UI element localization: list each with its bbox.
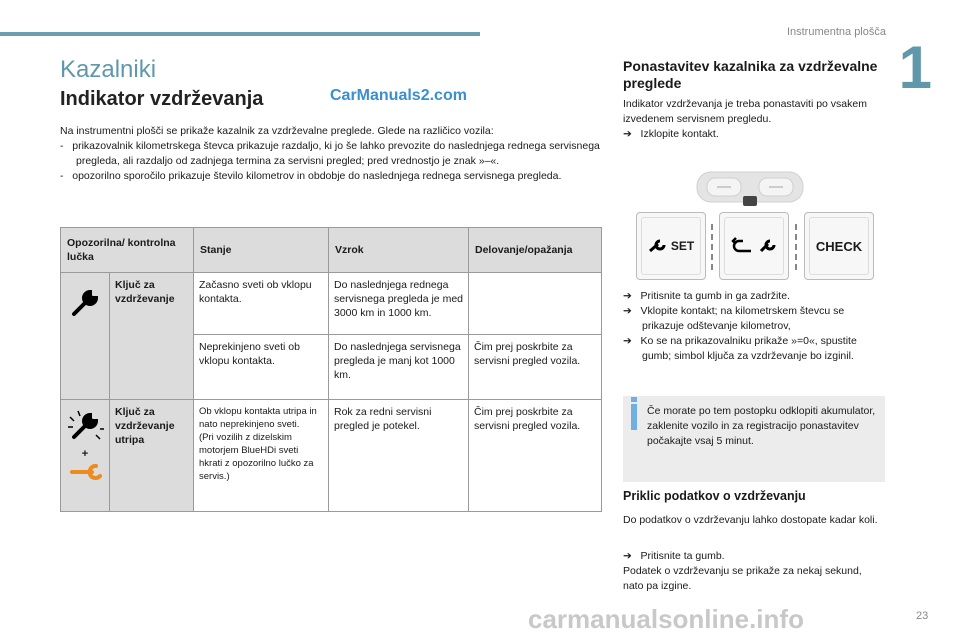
instrument-panel-illustration: [695, 168, 805, 210]
maintenance-table: [60, 227, 602, 512]
info-icon: [631, 404, 637, 430]
reset-button[interactable]: [719, 212, 789, 280]
reset-step: ➔ Izklopite kontakt.: [623, 128, 719, 140]
state-cell: Začasno sveti ob vklopu kontakta.: [194, 273, 329, 335]
reset-button-face: [724, 217, 784, 275]
intro-lead: Na instrumentni plošči se prikaže kazalnik za vzdrževalne preglede. Glede na različico vozila:: [60, 125, 494, 137]
set-label: SET: [670, 239, 695, 253]
reset-step: ➔ Ko se na prikazovalniku prikaže »=0«, spustite gumb; simbol ključa za vzdrževanje bo izginil.: [623, 335, 857, 362]
flashing-wrench-icon: [66, 409, 104, 445]
check-button[interactable]: [804, 212, 874, 280]
data-text-2: Podatek o vzdrževanju se prikaže za nekaj sekund, nato pa izgine.: [623, 565, 862, 592]
watermark: CarManuals2.com: [330, 87, 467, 104]
chapter-number: 1: [898, 34, 932, 101]
table-header-row: [61, 228, 602, 273]
data-step: ➔ Pritisnite ta gumb.: [623, 550, 725, 562]
info-text: Če morate po tem postopku odklopiti akumulator, zaklenite vozilo in za registracijo ponastavitev počakajte vsaj 5 minut.: [647, 405, 876, 447]
lamp-label: Ključ za vzdrževanje utripa: [110, 400, 194, 512]
lamp-label: Ključ za vzdrževanje: [110, 273, 194, 400]
section-title: Instrumentna plošča: [786, 26, 886, 38]
intro-text: [60, 124, 605, 184]
column-header: Opozorilna/ kontrolna lučka: [61, 228, 194, 273]
cause-cell: Do naslednjega servisnega pregleda je manj kot 1000 km.: [329, 335, 469, 400]
plus-sign: +: [81, 448, 89, 460]
set-button-face: [641, 217, 701, 275]
reset-heading: Ponastavitev kazalnika za vzdrževalne preglede: [623, 58, 878, 91]
wrench-icon: [648, 239, 668, 253]
footer-watermark: carmanualsonline.info: [528, 604, 804, 634]
reset-text: Indikator vzdrževanja je treba ponastaviti po vsakem izvedenem servisnem pregledu.: [623, 98, 867, 125]
separator: [711, 224, 713, 270]
orange-wrench-icon: [68, 464, 102, 480]
state-cell: Ob vklopu kontakta utripa in nato neprekinjeno sveti. (Pri vozilih z dizelskim motorjem BlueHDi sveti hkrati z opozorilno lučko za servis.): [194, 400, 329, 512]
icon-cell: [61, 400, 110, 512]
wrench-icon: [759, 239, 777, 253]
column-header: Delovanje/opažanja: [469, 228, 602, 273]
check-label: CHECK: [809, 217, 869, 275]
column-header: Vzrok: [329, 228, 469, 273]
set-button[interactable]: [636, 212, 706, 280]
data-heading: Priklic podatkov o vzdrževanju: [623, 489, 806, 503]
action-cell: [469, 273, 602, 335]
icon-cell: [61, 273, 110, 400]
cause-cell: Do naslednjega rednega servisnega pregleda je med 3000 km in 1000 km.: [329, 273, 469, 335]
cause-cell: Rok za redni servisni pregled je potekel.: [329, 400, 469, 512]
reset-step: ➔ Vklopite kontakt; na kilometrskem števcu se prikazuje odštevanje kilometrov,: [623, 305, 845, 332]
intro-item: - opozorilno sporočilo prikazuje število kilometrov in obdobje do naslednjega rednega servisnega pregleda.: [60, 170, 562, 182]
info-box: [623, 396, 885, 482]
action-cell: Čim prej poskrbite za servisni pregled vozila.: [469, 400, 602, 512]
separator: [795, 224, 797, 270]
reset-arrow-icon: [731, 237, 755, 255]
intro-item: - prikazovalnik kilometrskega števca prikazuje razdaljo, ki jo še lahko prevozite do naslednjega rednega servisnega pregleda, ali razdaljo od zadnjega termina za servisni pregled; pred vrednostjo je znak »–«.: [60, 140, 600, 167]
reset-step: ➔ Pritisnite ta gumb in ga zadržite.: [623, 290, 790, 302]
data-text: Do podatkov o vzdrževanju lahko dostopate kadar koli.: [623, 514, 878, 526]
page-number: 23: [916, 610, 929, 622]
action-cell: Čim prej poskrbite za servisni pregled vozila.: [469, 335, 602, 400]
page-title: Kazalniki: [60, 56, 157, 83]
wrench-icon: [68, 286, 102, 320]
column-header: Stanje: [194, 228, 329, 273]
header-rule: [0, 32, 480, 36]
table-row: [61, 400, 602, 512]
state-cell: Neprekinjeno sveti ob vklopu kontakta.: [194, 335, 329, 400]
table-row: [61, 273, 602, 335]
section-heading: Indikator vzdrževanja: [60, 88, 264, 110]
